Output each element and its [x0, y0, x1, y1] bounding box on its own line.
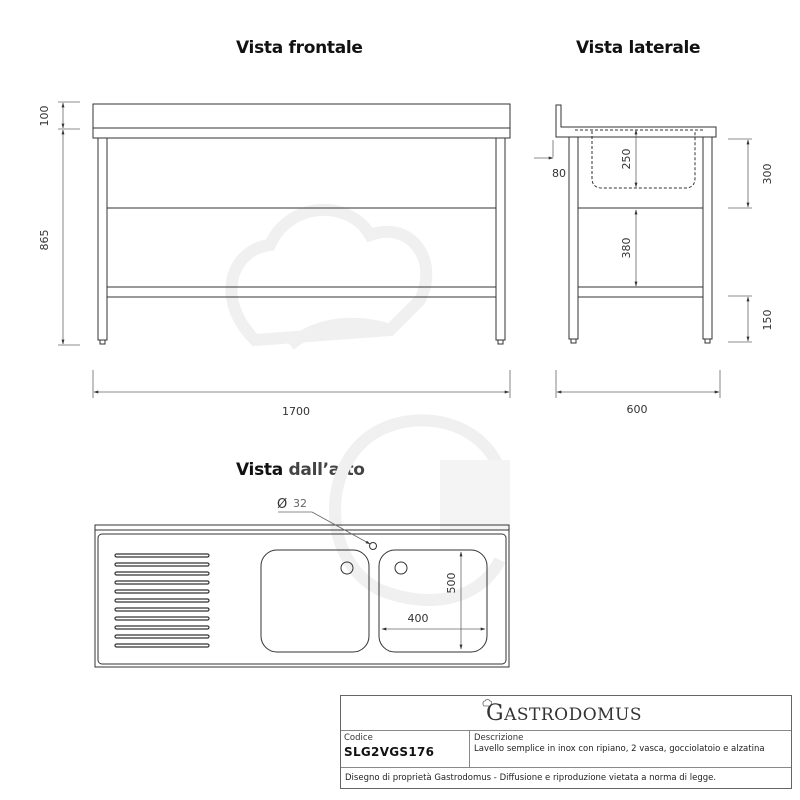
- tap-hole-icon: [370, 543, 377, 550]
- code-cell: [341, 731, 470, 767]
- watermark-logo-icon: [231, 210, 510, 600]
- title-block-info-row: [341, 731, 791, 768]
- front-view-drawing: [93, 104, 510, 344]
- dim-basin-depth-top: 500: [445, 572, 458, 594]
- diameter-symbol: Ø: [277, 497, 288, 512]
- dim-backsplash-offset: 80: [552, 167, 566, 180]
- code-value: SLG2VGS176: [344, 745, 435, 759]
- dim-frame-height: 300: [761, 163, 774, 185]
- title-block: [340, 695, 792, 789]
- dim-basin-depth: 250: [620, 148, 633, 170]
- dim-top-height: 100: [38, 105, 51, 127]
- title-block-logo-row: [341, 696, 791, 731]
- front-view-dimensions: [58, 102, 510, 398]
- dim-tap-hole: 32: [293, 497, 307, 510]
- top-view-title-bold: Vista: [236, 460, 289, 480]
- front-view-title: Vista frontale: [236, 38, 363, 58]
- copyright-footer: Disegno di proprietà Gastrodomus - Diffusione e riproduzione vietata a norma di legge.: [345, 773, 717, 783]
- code-label: Codice: [344, 733, 373, 743]
- dim-foot-height: 150: [761, 309, 774, 331]
- top-view-title-light: dall’alto: [288, 460, 365, 480]
- brand-logo: GASTRODOMUS: [486, 701, 643, 726]
- dim-body-height: 865: [38, 229, 51, 251]
- drain-right-icon: [395, 562, 407, 574]
- dim-depth: 600: [626, 403, 648, 416]
- drainer-grooves: [115, 554, 209, 647]
- description-value: Lavello semplice in inox con ripiano, 2 vasca, gocciolatoio e alzatina: [474, 744, 765, 754]
- description-cell: [470, 731, 791, 767]
- side-view-dimensions: [534, 130, 752, 398]
- dim-basin-width: 400: [407, 612, 429, 625]
- description-label: Descrizione: [474, 733, 524, 743]
- dim-width: 1700: [282, 405, 310, 418]
- dim-shelf-gap: 380: [620, 237, 633, 259]
- side-view-title: Vista laterale: [576, 38, 701, 58]
